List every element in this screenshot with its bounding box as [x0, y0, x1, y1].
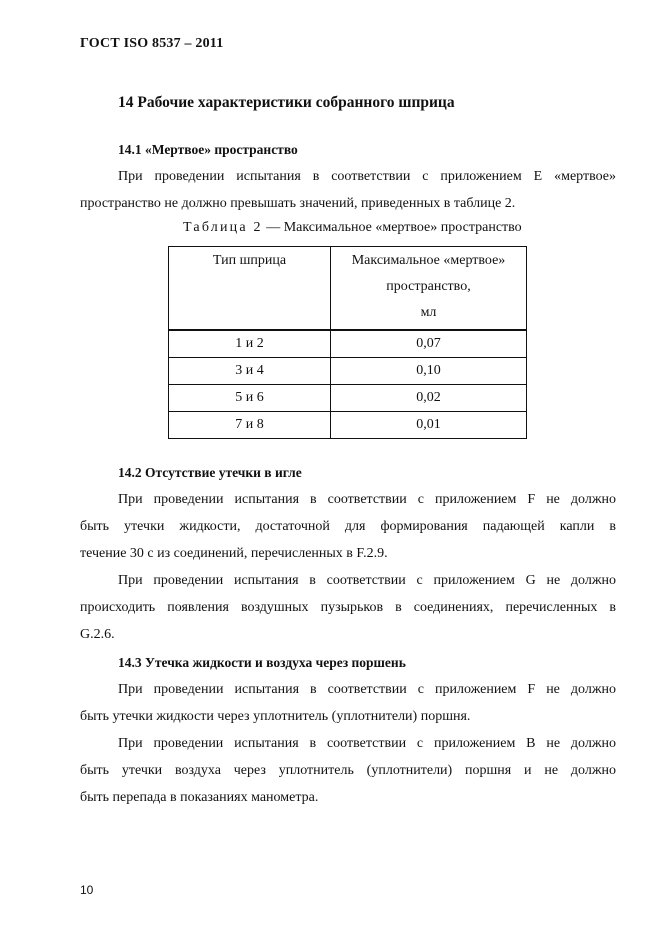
column-header-line: пространство,: [386, 279, 471, 294]
cell-dead-space-value: 0,01: [331, 412, 527, 439]
paragraph-line: быть утечки жидкости, достаточной для формирования падающей капли в: [80, 519, 616, 534]
table-row: [169, 358, 527, 385]
table-row: [169, 385, 527, 412]
cell-dead-space-value: 0,10: [331, 358, 527, 385]
paragraph-line: происходить появления воздушных пузырьков в соединениях, перечисленных в: [80, 600, 616, 615]
dead-space-table: [168, 246, 527, 439]
column-header-line: мл: [420, 305, 437, 320]
paragraph-line: быть перепада в показаниях манометра.: [80, 790, 319, 805]
section-14-2-paragraph-2: [80, 567, 616, 648]
table-row: [169, 412, 527, 439]
table-caption: [183, 220, 522, 236]
paragraph-line: G.2.6.: [80, 627, 115, 642]
section-14-2-title: 14.2 Отсутствие утечки в игле: [118, 465, 302, 480]
section-14-3-title: 14.3 Утечка жидкости и воздуха через поршень: [118, 655, 406, 670]
paragraph-line: течение 30 с из соединений, перечисленных в F.2.9.: [80, 546, 388, 561]
cell-syringe-type: 5 и 6: [169, 385, 331, 412]
table-row: [169, 330, 527, 358]
paragraph-line: быть утечки воздуха через уплотнитель (уплотнители) поршня и не должно: [80, 763, 616, 778]
table-header-row: [169, 247, 527, 331]
column-header-line: Максимальное «мертвое»: [351, 253, 506, 268]
table-caption-label: Таблица 2: [183, 220, 263, 235]
column-header-syringe-type: Тип шприца: [169, 247, 331, 331]
section-14-3-paragraph-2: [80, 730, 616, 811]
paragraph-line: При проведении испытания в соответствии с приложением Е «мертвое»: [118, 169, 616, 184]
section-14-1-title: 14.1 «Мертвое» пространство: [118, 142, 298, 157]
paragraph-line: При проведении испытания в соответствии с приложением F не должно: [118, 492, 616, 507]
cell-dead-space-value: 0,07: [331, 330, 527, 358]
section-14-2-paragraph-1: [80, 486, 616, 567]
paragraph-line: При проведении испытания в соответствии с приложением В не должно: [118, 736, 616, 751]
section-14-1-paragraph: [80, 163, 616, 217]
page-number: 10: [80, 883, 94, 897]
paragraph-line: пространство не должно превышать значений, приведенных в таблице 2.: [80, 196, 516, 211]
cell-dead-space-value: 0,02: [331, 385, 527, 412]
cell-syringe-type: 3 и 4: [169, 358, 331, 385]
column-header-max-dead-space: [331, 247, 527, 331]
table-caption-text: — Максимальное «мертвое» пространство: [262, 220, 522, 235]
section-14-3-paragraph-1: [80, 676, 616, 730]
cell-syringe-type: 7 и 8: [169, 412, 331, 439]
document-header: ГОСТ ISO 8537 – 2011: [80, 36, 224, 51]
paragraph-line: При проведении испытания в соответствии с приложением F не должно: [118, 682, 616, 697]
paragraph-line: При проведении испытания в соответствии с приложением G не должно: [118, 573, 616, 588]
section-14-title: 14 Рабочие характеристики собранного шприца: [118, 94, 455, 111]
paragraph-line: быть утечки жидкости через уплотнитель (уплотнители) поршня.: [80, 709, 471, 724]
cell-syringe-type: 1 и 2: [169, 330, 331, 358]
